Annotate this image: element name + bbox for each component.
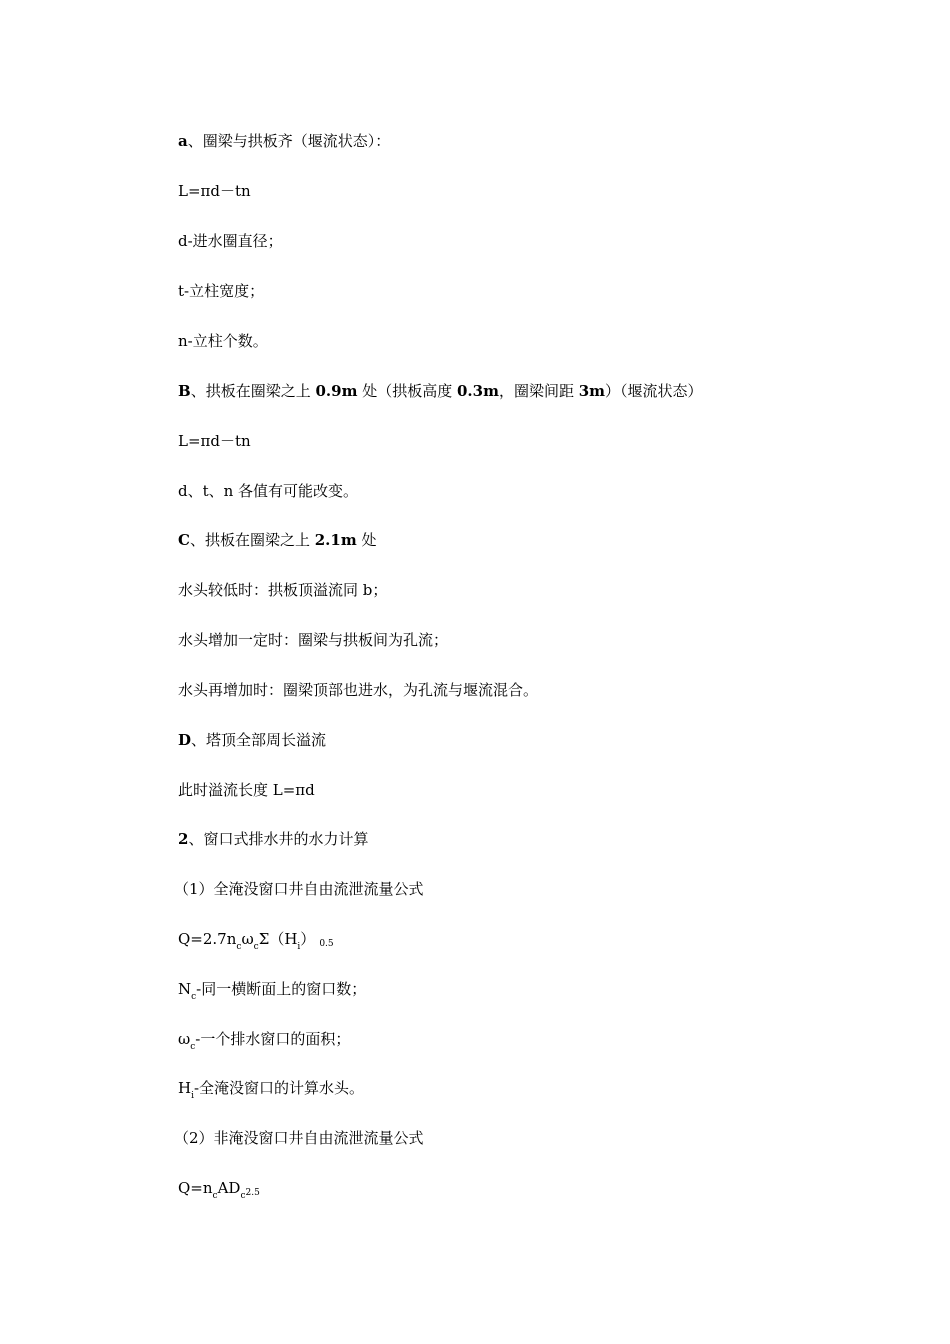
formula-l-a: L=πd－tn	[178, 182, 251, 200]
formula-q-non-submerged: $Q=n_cAD_c^{2.5}$	[178, 1179, 260, 1201]
definition-hi: $H_i-$全淹没窗口的计算水头。	[178, 1079, 365, 1101]
section-2-heading: 2、窗口式排水井的水力计算	[178, 830, 369, 848]
definition-n: n-立柱个数。	[178, 332, 268, 350]
item-d-heading: D、塔顶全部周长溢流	[178, 731, 327, 749]
case-low-head: 水头较低时：拱板顶溢流同 b；	[178, 581, 388, 599]
item-c-heading: C、拱板在圈梁之上 2.1m 处	[178, 531, 377, 549]
note-variables: d、t、n 各值有可能改变。	[178, 482, 359, 500]
case-increased-head: 水头增加一定时：圈梁与拱板间为孔流；	[178, 631, 449, 649]
definition-nc: $N_c-$同一横断面上的窗口数；	[178, 980, 367, 1002]
formula-q-submerged: $Q=2.7n_c\omega_c\Sigma(H_i)$ $^{0.5}$	[178, 930, 334, 952]
definition-omega-c: $\omega_c-$一个排水窗口的面积；	[178, 1030, 351, 1052]
formula-l-b: L=πd－tn	[178, 432, 251, 450]
definition-t: t-立柱宽度；	[178, 282, 265, 300]
subsection-2-heading: （2）非淹没窗口井自由流泄流量公式	[174, 1129, 424, 1147]
definition-d: d-进水圈直径；	[178, 232, 283, 250]
subsection-1-heading: （1）全淹没窗口井自由流泄流量公式	[174, 880, 424, 898]
item-a-heading: a、圈梁与拱板齐（堰流状态）：	[178, 132, 391, 150]
case-further-increased-head: 水头再增加时：圈梁顶部也进水，为孔流与堰流混合。	[178, 681, 539, 699]
item-b-heading: B、拱板在圈梁之上 0.9m 处（拱板高度 0.3m，圈梁间距 3m）（堰流状态）	[178, 382, 703, 400]
overflow-length-formula: 此时溢流长度 L=πd	[178, 781, 315, 799]
